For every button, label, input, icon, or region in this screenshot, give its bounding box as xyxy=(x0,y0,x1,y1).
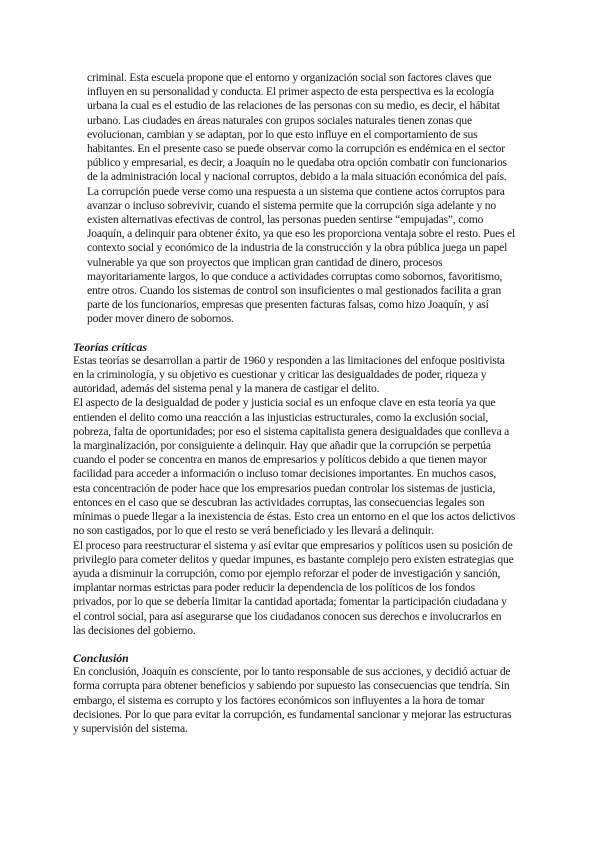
section-heading-conclusion: Conclusión xyxy=(73,650,129,665)
conclusion-paragraph: En conclusión, Joaquín es consciente, por lo tanto responsable de sus acciones, y decidió actuar de forma corrupta para obtener beneficios y sabiendo por supuesto las consecuencias que tendría. Sin embargo, el sistema es corrupto y los factores económicos son influyentes a la hora de tomar decisiones. Por lo que para evitar la corrupción, es fundamental sancionar y mejorar las estructuras y supervisión del sistema. xyxy=(73,665,512,735)
critical-paragraph-2: El aspecto de la desigualdad de poder y justicia social es un enfoque clave en esta teoría ya que entienden el delito como una reacción a las injusticias estructurales, como la exclusión social, pobreza, falta de oportunidades; por eso el sistema capitalista genera desigualdades que conlleva a la marginalización, por consiguiente a delinquir. Hay que añadir que la corrupción se perpetúa cuando el poder se concentra en manos de empresarios y políticos debido a que tienen mayor facilidad para acceder a información o incluso tomar decisiones importantes. En muchos casos, esta concentración de poder hace que los empresarios puedan controlar los sistemas de justicia, entonces en el caso que se descubran las actividades corruptas, las consecuencias legales son mínimas o puede llegar a la inexistencia de éstas. Esto crea un entorno en el que los actos delictivos no son castigados, por lo que el resto se verá beneficiado y les llevará a delinquir. xyxy=(73,396,516,538)
critical-paragraph-3: El proceso para reestructurar el sistema y así evitar que empresarios y políticos usen su posición de privilegio para cometer delitos y quedar impunes, es bastante complejo pero existen estrategias que ayuda a disminuir la corrupción, como por ejemplo reforzar el poder de investigación y sanción, implantar normas estrictas para poder reducir la dependencia de los políticos de los fondos privados, por lo que se debería limitar la cantidad aportada; fomentar la participación ciudadana y el control social, para así asegurarse que los ciudadanos conocen sus derechos e involucrarlos en las decisiones del gobierno. xyxy=(73,538,514,637)
critical-paragraph-1: Estas teorías se desarrollan a partir de 1960 y responden a las limitaciones del enfoque positivista en la criminología, y su objetivo es cuestionar y criticar las desigualdades de poder, riqueza y autoridad, además del sistema penal y la manera de castigar el delito. xyxy=(73,353,505,396)
intro-paragraph: criminal. Esta escuela propone que el entorno y organización social son factores claves que influyen en su personalidad y conducta. El primer aspecto de esta perspectiva es la ecología urbana la cual es el estudio de las relaciones de las personas con su medio, es decir, el hábitat urbano. Las ciudades en áreas naturales con grupos sociales naturales tienen zonas que evolucionan, cambian y se adaptan, por lo que esto influye en el comportamiento de sus habitantes. En el presente caso se puede observar como la corrupción es endémica en el sector público y empresarial, es decir, a Joaquín no le quedaba otra opción combatir con funcionarios de la administración local y nacional corruptos, debido a la mala situación económica del país. La corrupción puede verse como una respuesta a un sistema que contiene actos corruptos para avanzar o incluso sobrevivir, cuando el sistema permite que la corrupción siga adelante y no existen alternativas efectivas de control, las personas pueden sentirse “empujadas”, como Joaquín, a delinquir para obtener éxito, ya que eso les proporciona ventaja sobre el resto. Pues el contexto social y económico de la industria de la construcción y la obra pública juega un papel vulnerable ya que son proyectos que implican gran cantidad de dinero, procesos mayoritariamente largos, lo que conduce a actividades corruptas como sobornos, favoritismo, entre otros. Cuando los sistemas de control son insuficientes o mal gestionados facilita a gran parte de los funcionarios, empresas que presenten facturas falsas, como hizo Joaquín, y así poder mover dinero de sobornos. xyxy=(87,71,516,326)
section-heading-critical-theories: Teorías críticas xyxy=(73,339,147,354)
